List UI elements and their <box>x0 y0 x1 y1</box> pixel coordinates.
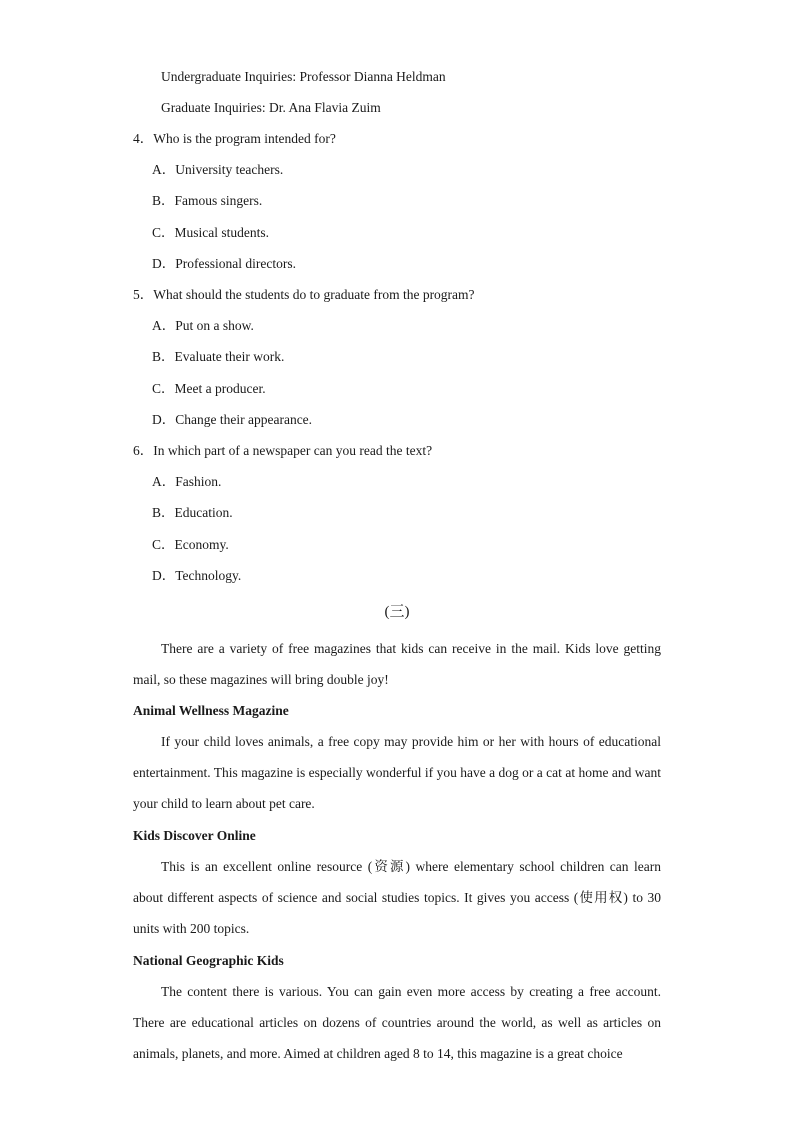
question-4-option-d: D．Professional directors. <box>152 256 296 271</box>
question-4-stem: 4．Who is the program intended for? <box>133 131 336 146</box>
magazine-1-text: If your child loves animals, a free copy may provide him or her with hours of educational entertainment. This magazine is especially wonderful if you have a dog or a cat at home and want your child to learn about pet care. <box>133 734 661 812</box>
graduate-contact: Graduate Inquiries: Dr. Ana Flavia Zuim <box>161 100 381 115</box>
undergraduate-contact: Undergraduate Inquiries: Professor Dianna Heldman <box>161 69 446 84</box>
question-4-option-b: B．Famous singers. <box>152 193 263 208</box>
question-4-option-a: A．University teachers. <box>152 162 284 177</box>
section-title: (三) <box>384 604 410 620</box>
question-5-stem: 5．What should the students do to graduate from the program? <box>133 287 475 302</box>
question-6-stem: 6．In which part of a newspaper can you read the text? <box>133 443 433 458</box>
magazine-3-heading: National Geographic Kids <box>133 953 284 968</box>
question-6-option-a: A．Fashion. <box>152 474 222 489</box>
magazine-2-heading: Kids Discover Online <box>133 828 256 843</box>
question-6-option-c: C．Economy. <box>152 537 229 552</box>
question-5-option-c: C．Meet a producer. <box>152 381 266 396</box>
magazine-1-heading: Animal Wellness Magazine <box>133 703 289 718</box>
magazine-3-text: The content there is various. You can gain even more access by creating a free account. There are educational articles on dozens of countries around the world, as well as articles on animals, planets, and more. Aimed at children aged 8 to 14, this magazine is a great choice <box>133 984 661 1062</box>
question-5-option-b: B．Evaluate their work. <box>152 349 285 364</box>
magazine-2-text: This is an excellent online resource (资源) where elementary school children can learn about different aspects of science and social studies topics. It gives you access (使用权) to 30 units with 200 topics. <box>133 859 661 937</box>
intro-paragraph: There are a variety of free magazines that kids can receive in the mail. Kids love getting mail, so these magazines will bring double joy! <box>133 641 661 688</box>
question-6-option-b: B．Education. <box>152 505 233 520</box>
question-5-option-d: D．Change their appearance. <box>152 412 313 427</box>
question-6-option-d: D．Technology. <box>152 568 242 583</box>
question-4-option-c: C．Musical students. <box>152 225 269 240</box>
question-5-option-a: A．Put on a show. <box>152 318 254 333</box>
